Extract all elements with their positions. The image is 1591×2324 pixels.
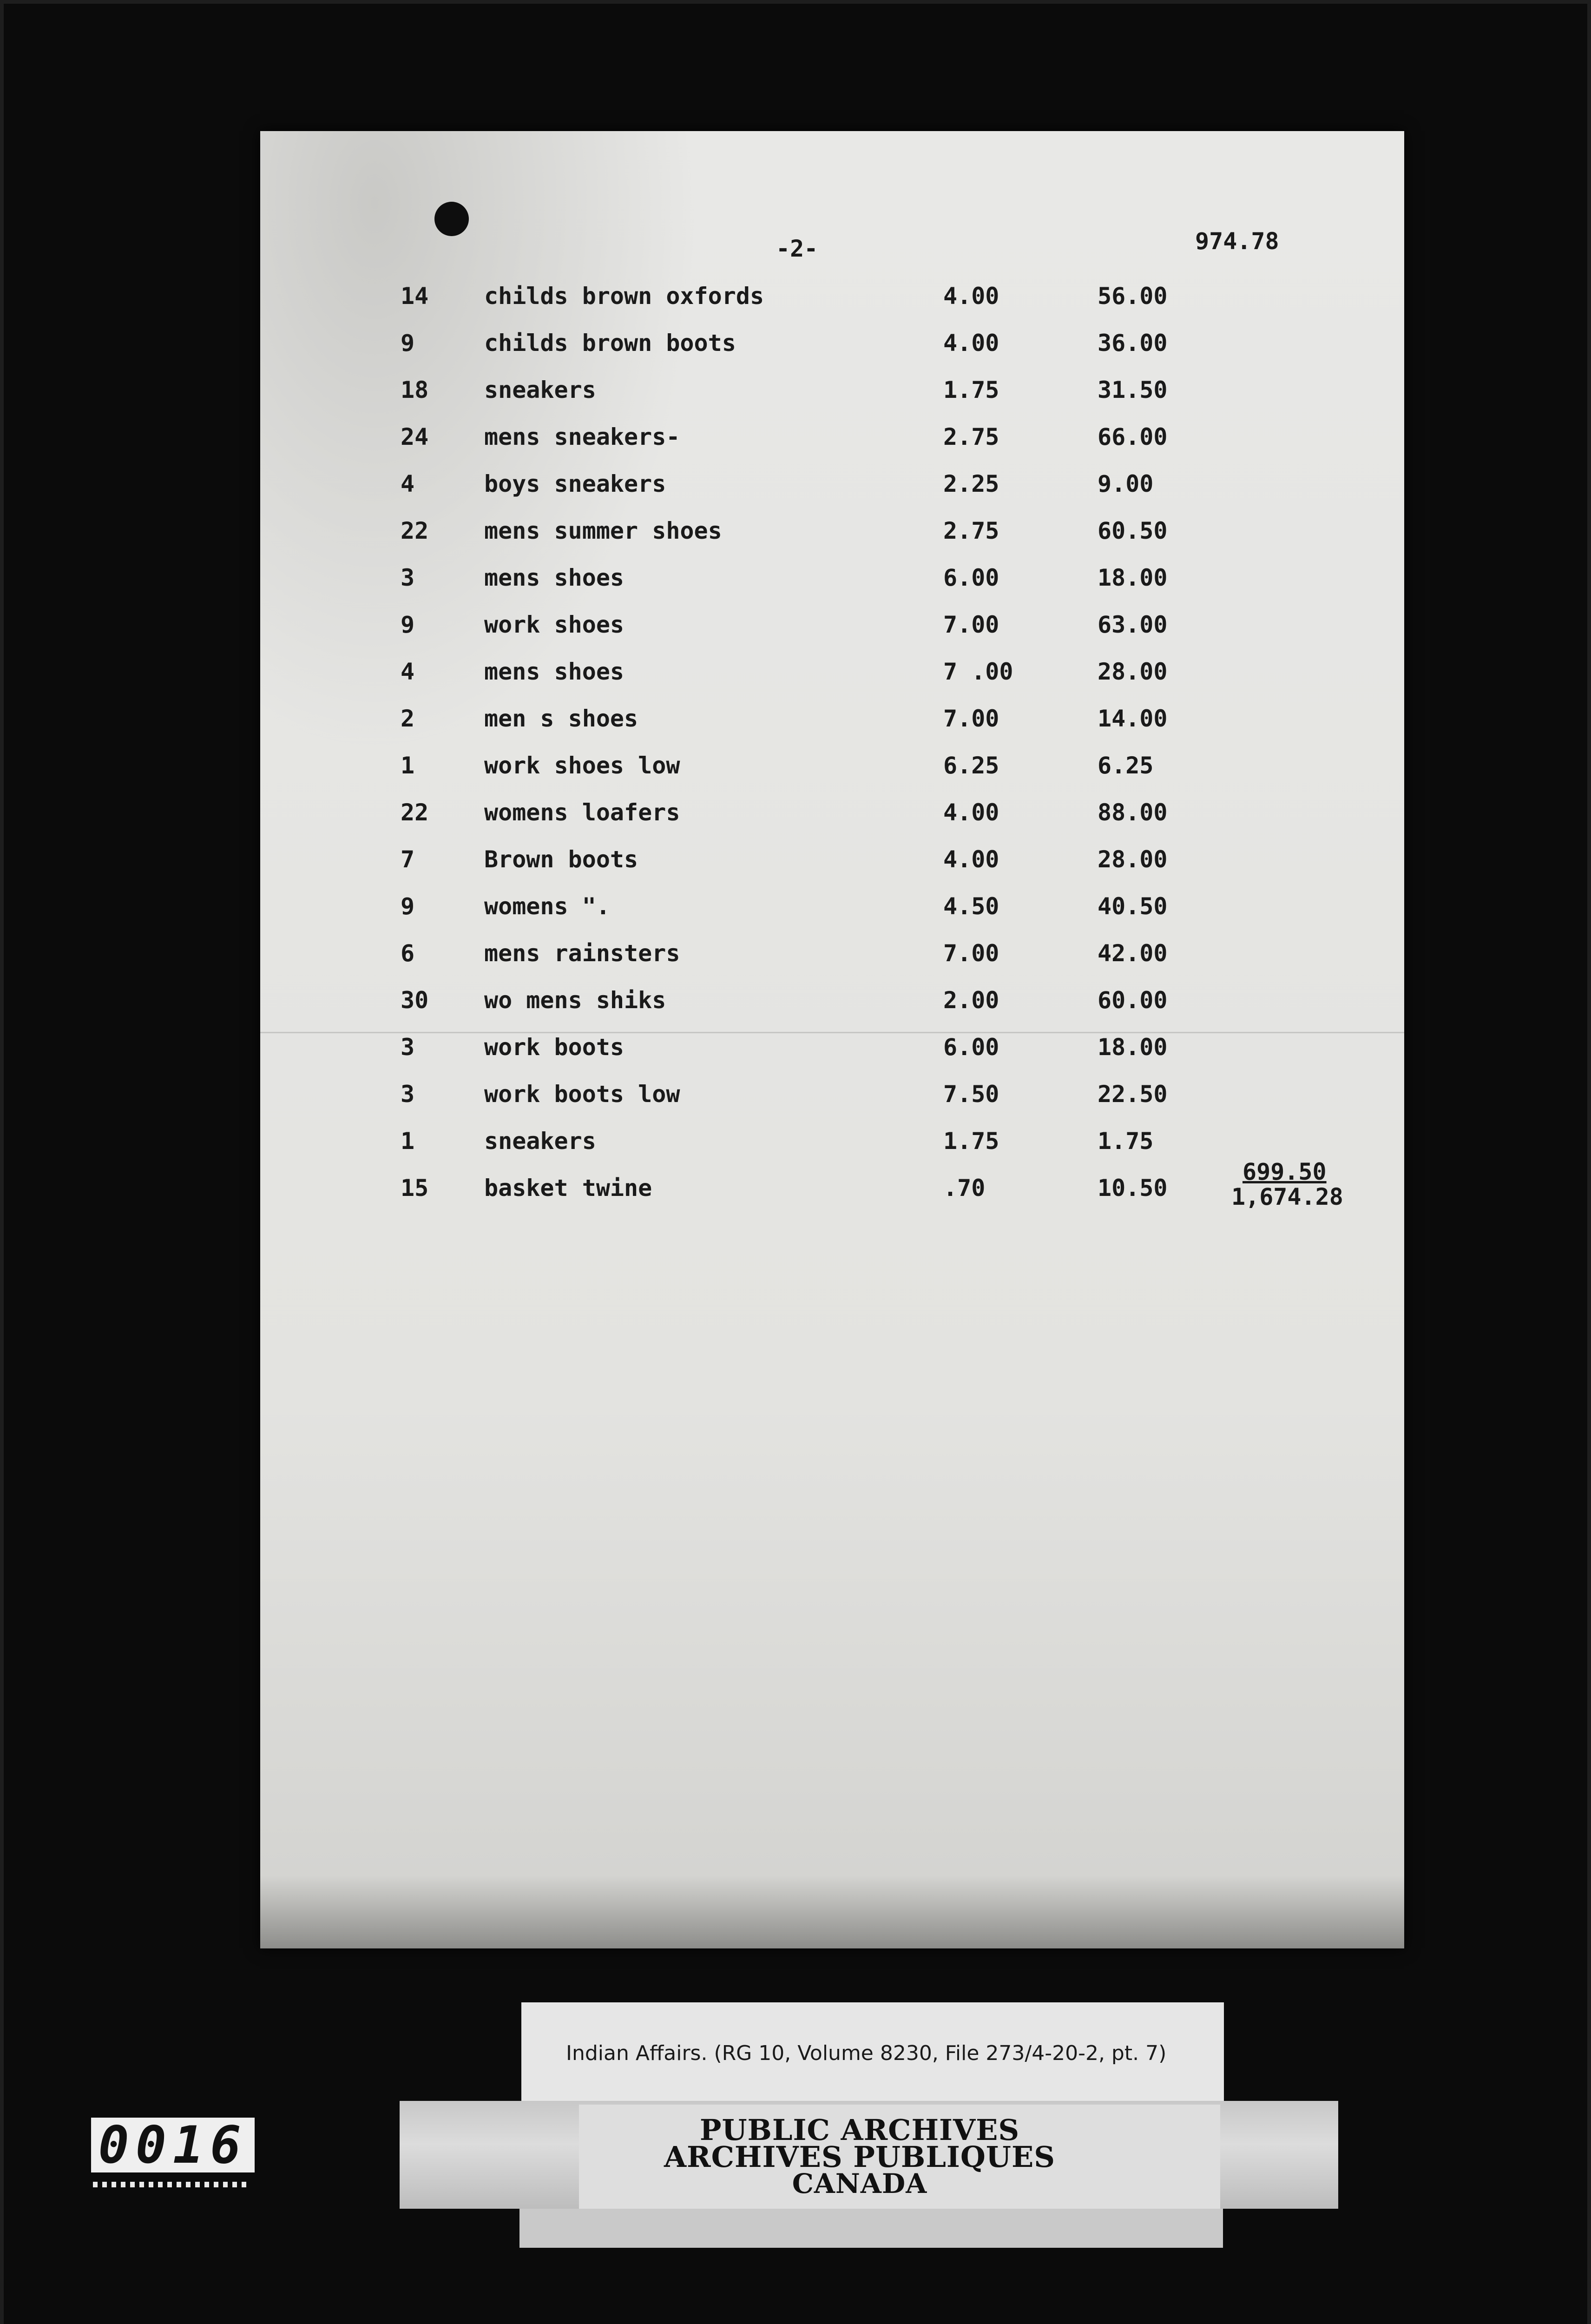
row-amount: 56.00 bbox=[1098, 283, 1168, 310]
archive-stamp-line-3: CANADA bbox=[792, 2168, 927, 2199]
film-frame-counter: 0016 bbox=[91, 2118, 255, 2172]
row-quantity: 9 bbox=[401, 611, 415, 638]
film-counter-ticks bbox=[93, 2182, 251, 2187]
archive-reference-text: Indian Affairs. (RG 10, Volume 8230, File 273/4-20-2, pt. 7) bbox=[566, 2041, 1167, 2065]
row-quantity: 4 bbox=[401, 470, 415, 497]
row-quantity: 2 bbox=[401, 705, 415, 732]
row-unit-price: .70 bbox=[943, 1175, 986, 1202]
row-item: childs brown boots bbox=[484, 330, 736, 357]
row-item: womens ". bbox=[484, 893, 610, 920]
row-item: sneakers bbox=[484, 1128, 596, 1155]
row-quantity: 3 bbox=[401, 1034, 415, 1061]
row-item: sneakers bbox=[484, 376, 596, 403]
row-unit-price: 2.75 bbox=[943, 423, 999, 450]
row-unit-price: 7.00 bbox=[943, 705, 999, 732]
punch-hole bbox=[434, 202, 469, 236]
row-amount: 40.50 bbox=[1098, 893, 1168, 920]
row-quantity: 15 bbox=[401, 1175, 429, 1202]
row-item: basket twine bbox=[484, 1175, 652, 1202]
row-unit-price: 4.00 bbox=[943, 330, 999, 357]
row-amount: 22.50 bbox=[1098, 1081, 1168, 1108]
row-amount: 60.00 bbox=[1098, 987, 1168, 1014]
row-quantity: 30 bbox=[401, 987, 429, 1014]
row-unit-price: 2.25 bbox=[943, 470, 999, 497]
row-quantity: 22 bbox=[401, 799, 429, 826]
row-unit-price: 7.50 bbox=[943, 1081, 999, 1108]
row-quantity: 6 bbox=[401, 940, 415, 967]
row-amount: 42.00 bbox=[1098, 940, 1168, 967]
row-item: mens shoes bbox=[484, 658, 625, 685]
row-amount: 18.00 bbox=[1098, 564, 1168, 591]
grand-total: 1,674.28 bbox=[1231, 1183, 1343, 1210]
row-amount: 28.00 bbox=[1098, 846, 1168, 873]
row-quantity: 3 bbox=[401, 564, 415, 591]
row-item: mens rainsters bbox=[484, 940, 680, 967]
row-item: men s shoes bbox=[484, 705, 638, 732]
row-unit-price: 4.00 bbox=[943, 799, 999, 826]
row-item: Brown boots bbox=[484, 846, 638, 873]
row-quantity: 4 bbox=[401, 658, 415, 685]
row-amount: 63.00 bbox=[1098, 611, 1168, 638]
row-unit-price: 6.00 bbox=[943, 1034, 999, 1061]
row-unit-price: 4.50 bbox=[943, 893, 999, 920]
row-amount: 14.00 bbox=[1098, 705, 1168, 732]
archive-stamp-line-1: PUBLIC ARCHIVES bbox=[699, 2113, 1020, 2147]
row-amount: 36.00 bbox=[1098, 330, 1168, 357]
row-item: work boots bbox=[484, 1034, 625, 1061]
row-item: womens loafers bbox=[484, 799, 680, 826]
row-quantity: 9 bbox=[401, 330, 415, 357]
row-unit-price: 4.00 bbox=[943, 283, 999, 310]
row-quantity: 9 bbox=[401, 893, 415, 920]
row-item: childs brown oxfords bbox=[484, 283, 764, 310]
row-amount: 9.00 bbox=[1098, 470, 1154, 497]
row-unit-price: 6.25 bbox=[943, 752, 999, 779]
row-unit-price: 6.00 bbox=[943, 564, 999, 591]
row-item: boys sneakers bbox=[484, 470, 666, 497]
row-quantity: 24 bbox=[401, 423, 429, 450]
row-quantity: 3 bbox=[401, 1081, 415, 1108]
row-item: work shoes bbox=[484, 611, 625, 638]
row-unit-price: 7.00 bbox=[943, 611, 999, 638]
row-unit-price: 1.75 bbox=[943, 1128, 999, 1155]
row-amount: 88.00 bbox=[1098, 799, 1168, 826]
page-fold-line bbox=[260, 1032, 1404, 1033]
row-amount: 31.50 bbox=[1098, 376, 1168, 403]
row-quantity: 1 bbox=[401, 1128, 415, 1155]
row-amount: 6.25 bbox=[1098, 752, 1154, 779]
row-quantity: 14 bbox=[401, 283, 429, 310]
page-total: 699.50 bbox=[1243, 1158, 1327, 1185]
row-amount: 66.00 bbox=[1098, 423, 1168, 450]
row-unit-price: 1.75 bbox=[943, 376, 999, 403]
row-amount: 28.00 bbox=[1098, 658, 1168, 685]
row-unit-price: 2.75 bbox=[943, 517, 999, 544]
page-number: -2- bbox=[776, 235, 818, 262]
carried-forward-total: 974.78 bbox=[1195, 228, 1279, 255]
row-amount: 60.50 bbox=[1098, 517, 1168, 544]
document-page bbox=[260, 131, 1404, 1948]
row-unit-price: 7.00 bbox=[943, 940, 999, 967]
archive-stamp-line-2: ARCHIVES PUBLIQUES bbox=[664, 2140, 1056, 2174]
row-unit-price: 2.00 bbox=[943, 987, 999, 1014]
row-amount: 1.75 bbox=[1098, 1128, 1154, 1155]
row-amount: 10.50 bbox=[1098, 1175, 1168, 1202]
row-quantity: 22 bbox=[401, 517, 429, 544]
row-unit-price: 7 .00 bbox=[943, 658, 1013, 685]
row-quantity: 1 bbox=[401, 752, 415, 779]
row-unit-price: 4.00 bbox=[943, 846, 999, 873]
row-amount: 18.00 bbox=[1098, 1034, 1168, 1061]
row-item: mens summer shoes bbox=[484, 517, 722, 544]
row-quantity: 7 bbox=[401, 846, 415, 873]
row-item: work shoes low bbox=[484, 752, 680, 779]
row-item: wo mens shiks bbox=[484, 987, 666, 1014]
row-quantity: 18 bbox=[401, 376, 429, 403]
row-item: mens sneakers- bbox=[484, 423, 680, 450]
archive-stamp-base bbox=[519, 2209, 1223, 2248]
row-item: work boots low bbox=[484, 1081, 680, 1108]
row-item: mens shoes bbox=[484, 564, 625, 591]
